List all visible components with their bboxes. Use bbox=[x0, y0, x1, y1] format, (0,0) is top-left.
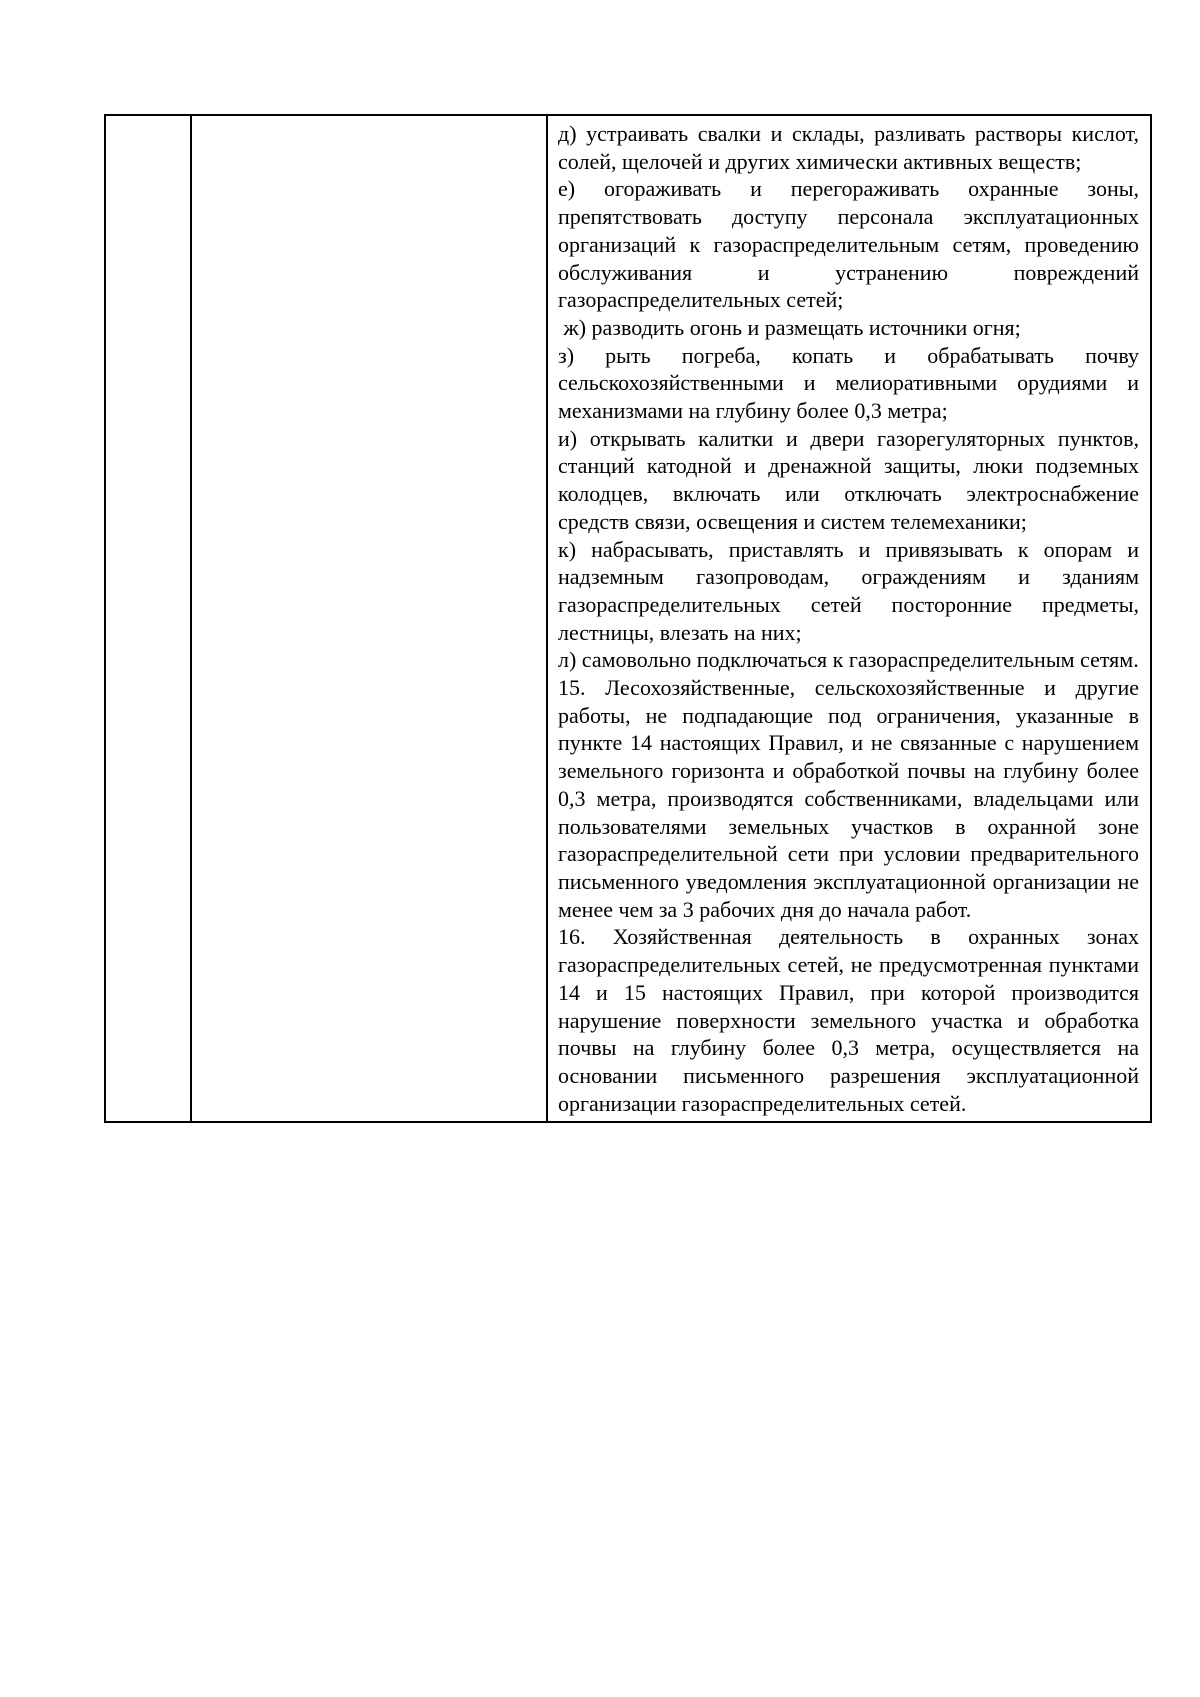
paragraph-k: к) набрасывать, приставлять и привязывать к опорам и надземным газопроводам, ограждениям и зданиям газораспределительных сетей посторонние предметы, лестницы, влезать на них; bbox=[558, 536, 1139, 645]
table-row bbox=[105, 115, 1151, 1122]
table-cell-text bbox=[547, 115, 1151, 1122]
paragraph-d: д) устраивать свалки и склады, разливать растворы кислот, солей, щелочей и других химически активных веществ; bbox=[558, 121, 1139, 174]
paragraph-i: и) открывать калитки и двери газорегуляторных пунктов, станций катодной и дренажной защиты, люки подземных колодцев, включать или отключать электроснабжение средств связи, освещения и систем телемеханики; bbox=[558, 425, 1139, 534]
table-cell-subject bbox=[191, 115, 547, 1122]
table-cell-number bbox=[105, 115, 191, 1122]
paragraph-z: з) рыть погреба, копать и обрабатывать почву сельскохозяйственными и мелиоративными орудиями и механизмами на глубину более 0,3 метра; bbox=[558, 342, 1139, 424]
paragraph-zh: ж) разводить огонь и размещать источники огня; bbox=[558, 314, 1021, 340]
paragraph-16: 16. Хозяйственная деятельность в охранных зонах газораспределительных сетей, не предусмотренная пунктами 14 и 15 настоящих Правил, при которой производится нарушение поверхности земельного участка и обработка почвы на глубину более 0,3 метра, осуществляется на основании письменного разрешения эксплуатационной организации газораспределительных сетей. bbox=[558, 924, 1139, 1116]
paragraph-l: л) самовольно подключаться к газораспределительным сетям. bbox=[558, 647, 1139, 673]
paragraph-e: е) огораживать и перегораживать охранные зоны, препятствовать доступу персонала эксплуатационных организаций к газораспределительным сетям, проведению обслуживания и устранению повреждений газораспределительных сетей; bbox=[558, 176, 1139, 313]
paragraph-15: 15. Лесохозяйственные, сельскохозяйственные и другие работы, не подпадающие под ограничения, указанные в пункте 14 настоящих Правил, и не связанные с нарушением земельного горизонта и обработкой почвы на глубину более 0,3 метра, производятся собственниками, владельцами или пользователями земельных участков в охранной зоне газораспределительной сети при условии предварительного письменного уведомления эксплуатационной организации не менее чем за 3 рабочих дня до начала работ. bbox=[558, 675, 1139, 922]
regulations-table bbox=[104, 114, 1152, 1123]
